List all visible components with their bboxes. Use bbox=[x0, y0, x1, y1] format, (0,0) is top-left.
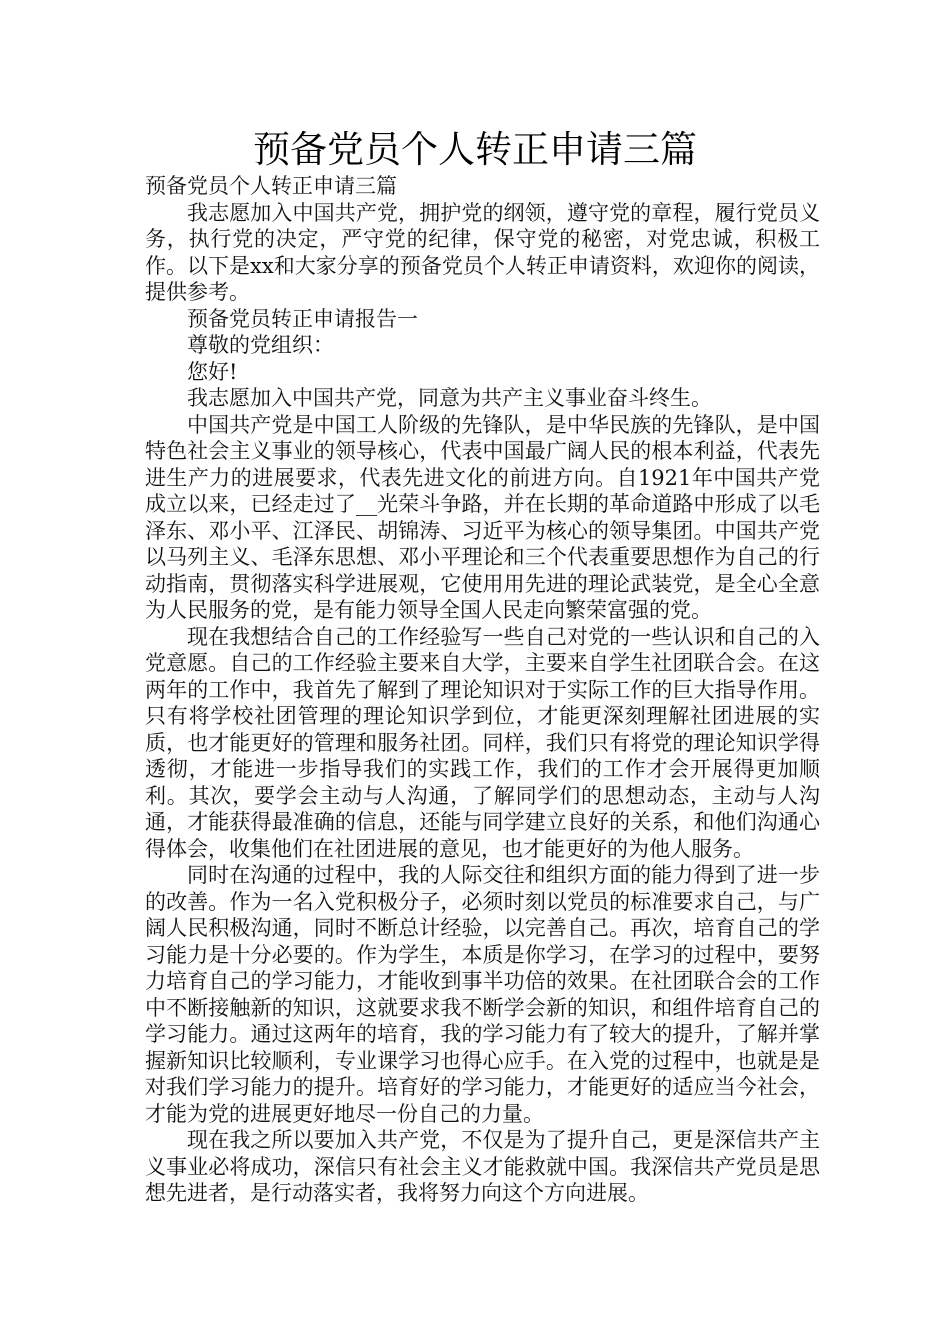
document-title: 预备党员个人转正申请三篇 bbox=[253, 128, 697, 171]
paragraph-greeting: 您好! bbox=[187, 359, 238, 384]
paragraph-motivation: 现在我之所以要加入共产党，不仅是为了提升自己，更是深信共产主义事业必将成功，深信只有社会主义才能救就中国。我深信共产党员是思想先进者，是行动落实者，我将努力向这个方向进展。 bbox=[145, 1128, 820, 1205]
paragraph-communication-learning: 同时在沟通的过程中，我的人际交往和组织方面的能力得到了进一步的改善。作为一名入党积极分子，必须时刻以党员的标准要求自己，与广阔人民积极沟通，同时不断总计经验，以完善自己。再次，培育自己的学习能力是十分必要的。作为学生，本质是你学习，在学习的过程中，要努力培育自己的学习能力，才能收到事半功倍的效果。在社团联合会的工作中不断接触新的知识，这就要求我不断学会新的知识，和组件培育自己的学习能力。通过这两年的培育，我的学习能力有了较大的提升，了解并掌握新知识比较顺利，专业课学习也得心应手。在入党的过程中，也就是是对我们学习能力的提升。培育好的学习能力，才能更好的适应当今社会，才能为党的进展更好地尽一份自己的力量。 bbox=[145, 863, 820, 1126]
paragraph-pledge: 我志愿加入中国共产党，同意为共产主义事业奋斗终生。 bbox=[187, 386, 712, 410]
paragraph-party-overview: 中国共产党是中国工人阶级的先锋队，是中华民族的先锋队，是中国特色社会主义事业的领导核心，代表中国最广阔人民的根本利益，代表先进生产力的进展要求，代表先进文化的前进方向。自1921年中国共产党成立以来，已经走过了__光荣斗争路，并在长期的革命道路中形成了以毛泽东、邓小平、江泽民、胡锦涛、习近平为核心的领导集团。中国共产党以马列主义、毛泽东思想、邓小平理论和三个代表重要思想作为自己的行动指南，贯彻落实科学进展观，它使用用先进的理论武装党，是全心全意为人民服务的党，是有能力领导全国人民走向繁荣富强的党。 bbox=[145, 412, 820, 622]
paragraph-salutation: 尊敬的党组织： bbox=[187, 333, 334, 357]
paragraph-subtitle: 预备党员个人转正申请三篇 bbox=[145, 174, 397, 198]
paragraph-intro: 我志愿加入中国共产党，拥护党的纲领，遵守党的章程，履行党员义务，执行党的决定，严守党的纪律，保守党的秘密，对党忠诚，积极工作。以下是xx和大家分享的预备党员个人转正申请资料，欢迎你的阅读，提供参考。 bbox=[145, 200, 820, 304]
document-body bbox=[145, 173, 820, 1207]
paragraph-work-experience: 现在我想结合自己的工作经验写一些自己对党的一些认识和自己的入党意愿。自己的工作经验主要来自大学，主要来自学生社团联合会。在这两年的工作中，我首先了解到了理论知识对于实际工作的巨大指导作用。只有将学校社团管理的理论知识学到位，才能更深刻理解社团进展的实质，也才能更好的管理和服务社团。同样，我们只有将党的理论知识学得透彻，才能进一步指导我们的实践工作，我们的工作才会开展得更加顺利。其次，要学会主动与人沟通，了解同学们的思想动态，主动与人沟通，才能获得最准确的信息，还能与同学建立良好的关系，和他们沟通心得体会，收集他们在社团进展的意见，也才能更好的为他人服务。 bbox=[145, 624, 820, 861]
paragraph-report-heading: 预备党员转正申请报告一 bbox=[187, 306, 418, 331]
